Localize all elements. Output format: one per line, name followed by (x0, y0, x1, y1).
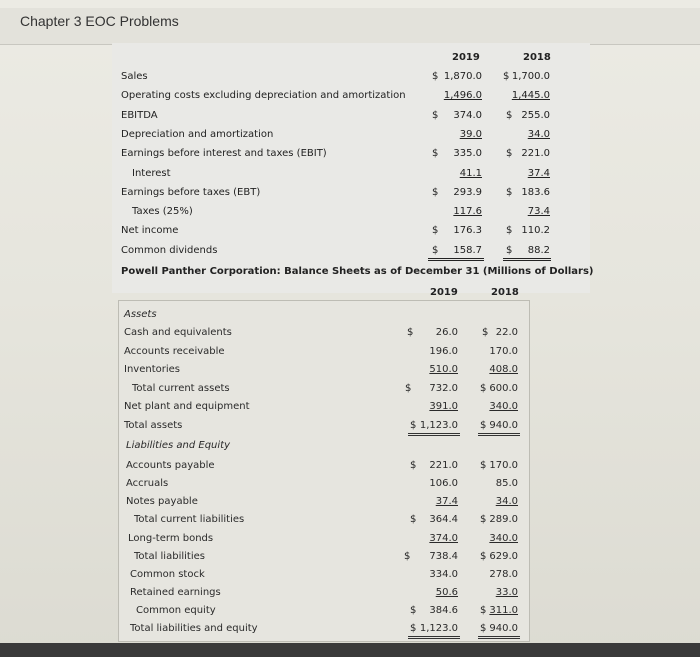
bs-value: 50.6 (435, 587, 458, 598)
currency-sign: $ (410, 605, 417, 616)
bs-value: 196.0 (429, 346, 458, 357)
income-value: 73.4 (527, 206, 550, 217)
income-value: 255.0 (521, 110, 550, 121)
currency-sign: $ (432, 110, 439, 121)
bs-value: 85.0 (495, 478, 518, 489)
double-underline (478, 433, 520, 436)
income-label-depreciation: Depreciation and amortization (121, 129, 274, 140)
income-value: 1,445.0 (511, 90, 550, 101)
currency-sign: $ (410, 623, 417, 634)
bs-value: 170.0 (489, 460, 518, 471)
page-title: Chapter 3 EOC Problems (20, 13, 179, 29)
currency-sign: $ (503, 71, 510, 82)
currency-sign: $ (404, 551, 411, 562)
income-value: 88.2 (527, 245, 550, 256)
income-value: 374.0 (453, 110, 482, 121)
currency-sign: $ (432, 245, 439, 256)
bs-value: 510.0 (429, 364, 458, 375)
currency-sign: $ (480, 551, 487, 562)
bs-value: 26.0 (435, 327, 458, 338)
bs-value: 732.0 (429, 383, 458, 394)
double-underline (408, 636, 460, 639)
bs-value: 340.0 (489, 401, 518, 412)
currency-sign: $ (480, 383, 487, 394)
income-label-taxes: Taxes (25%) (132, 206, 193, 217)
bs-value: 289.0 (489, 514, 518, 525)
income-label-dividends: Common dividends (121, 245, 218, 256)
currency-sign: $ (506, 148, 513, 159)
bs-label: Total assets (124, 420, 183, 431)
currency-sign: $ (480, 460, 487, 471)
currency-sign: $ (480, 420, 487, 431)
income-value: 39.0 (459, 129, 482, 140)
bs-label: Accounts payable (126, 460, 215, 471)
bs-value: 22.0 (495, 327, 518, 338)
income-year-2018: 2018 (523, 52, 551, 63)
income-value: 1,870.0 (443, 71, 482, 82)
balance-year-2019: 2019 (430, 287, 458, 298)
bs-label: Net plant and equipment (124, 401, 250, 412)
bs-value: 738.4 (429, 551, 458, 562)
income-label-opcosts: Operating costs excluding depreciation and amortization (121, 90, 406, 101)
income-value: 183.6 (521, 187, 550, 198)
bs-value: 391.0 (429, 401, 458, 412)
bs-label: Total liabilities and equity (130, 623, 258, 634)
bottom-edge (0, 643, 700, 657)
bs-value: 1,123.0 (419, 623, 458, 634)
currency-sign: $ (410, 460, 417, 471)
bs-value: 340.0 (489, 533, 518, 544)
bs-label: Accounts receivable (124, 346, 225, 357)
bs-value: 334.0 (429, 569, 458, 580)
currency-sign: $ (506, 245, 513, 256)
balance-year-2018: 2018 (491, 287, 519, 298)
income-value: 117.6 (453, 206, 482, 217)
currency-sign: $ (432, 148, 439, 159)
bs-value: 106.0 (429, 478, 458, 489)
income-value: 1,700.0 (511, 71, 550, 82)
bs-value: 408.0 (489, 364, 518, 375)
bs-value: 278.0 (489, 569, 518, 580)
bs-label: Total liabilities (134, 551, 205, 562)
bs-label: Common stock (130, 569, 205, 580)
section-liabilities-equity: Liabilities and Equity (126, 440, 231, 451)
income-value: 293.9 (453, 187, 482, 198)
bs-value: 37.4 (435, 496, 458, 507)
bs-value: 33.0 (495, 587, 518, 598)
income-value: 110.2 (521, 225, 550, 236)
currency-sign: $ (407, 327, 414, 338)
balance-sheet-title: Powell Panther Corporation: Balance Sheets as of December 31 (Millions of Dollars) (121, 266, 594, 277)
income-value: 158.7 (453, 245, 482, 256)
currency-sign: $ (410, 514, 417, 525)
currency-sign: $ (410, 420, 417, 431)
currency-sign: $ (432, 71, 439, 82)
bs-label: Inventories (124, 364, 180, 375)
double-underline (478, 636, 520, 639)
bs-value: 1,123.0 (419, 420, 458, 431)
currency-sign: $ (506, 187, 513, 198)
income-value: 221.0 (521, 148, 550, 159)
income-value: 41.1 (459, 168, 482, 179)
bs-label: Long-term bonds (128, 533, 214, 544)
income-label-ebt: Earnings before taxes (EBT) (121, 187, 261, 198)
bs-label: Total current assets (132, 383, 230, 394)
income-label-sales: Sales (121, 71, 148, 82)
bs-label: Common equity (136, 605, 216, 616)
bs-label: Retained earnings (130, 587, 221, 598)
bs-value: 384.6 (429, 605, 458, 616)
currency-sign: $ (482, 327, 489, 338)
income-value: 1,496.0 (443, 90, 482, 101)
income-label-ebitda: EBITDA (121, 110, 158, 121)
income-value: 37.4 (527, 168, 550, 179)
bs-label: Total current liabilities (134, 514, 245, 525)
currency-sign: $ (506, 110, 513, 121)
currency-sign: $ (506, 225, 513, 236)
bs-label: Accruals (126, 478, 169, 489)
bs-value: 940.0 (489, 420, 518, 431)
bs-value: 600.0 (489, 383, 518, 394)
bs-value: 170.0 (489, 346, 518, 357)
currency-sign: $ (480, 623, 487, 634)
income-value: 34.0 (527, 129, 550, 140)
income-value: 176.3 (453, 225, 482, 236)
income-label-interest: Interest (132, 168, 171, 179)
currency-sign: $ (405, 383, 412, 394)
bs-value: 940.0 (489, 623, 518, 634)
income-value: 335.0 (453, 148, 482, 159)
section-assets: Assets (124, 309, 157, 320)
double-underline (408, 433, 460, 436)
currency-sign: $ (432, 225, 439, 236)
income-label-net-income: Net income (121, 225, 179, 236)
bs-value: 374.0 (429, 533, 458, 544)
bs-value: 629.0 (489, 551, 518, 562)
currency-sign: $ (432, 187, 439, 198)
bs-value: 34.0 (495, 496, 518, 507)
income-label-ebit: Earnings before interest and taxes (EBIT) (121, 148, 327, 159)
bs-value: 221.0 (429, 460, 458, 471)
double-underline (503, 258, 551, 261)
bs-value: 311.0 (489, 605, 518, 616)
income-year-2019: 2019 (452, 52, 480, 63)
bs-label: Cash and equivalents (124, 327, 232, 338)
bs-label: Notes payable (126, 496, 198, 507)
double-underline (428, 258, 484, 261)
currency-sign: $ (480, 605, 487, 616)
currency-sign: $ (480, 514, 487, 525)
bs-value: 364.4 (429, 514, 458, 525)
